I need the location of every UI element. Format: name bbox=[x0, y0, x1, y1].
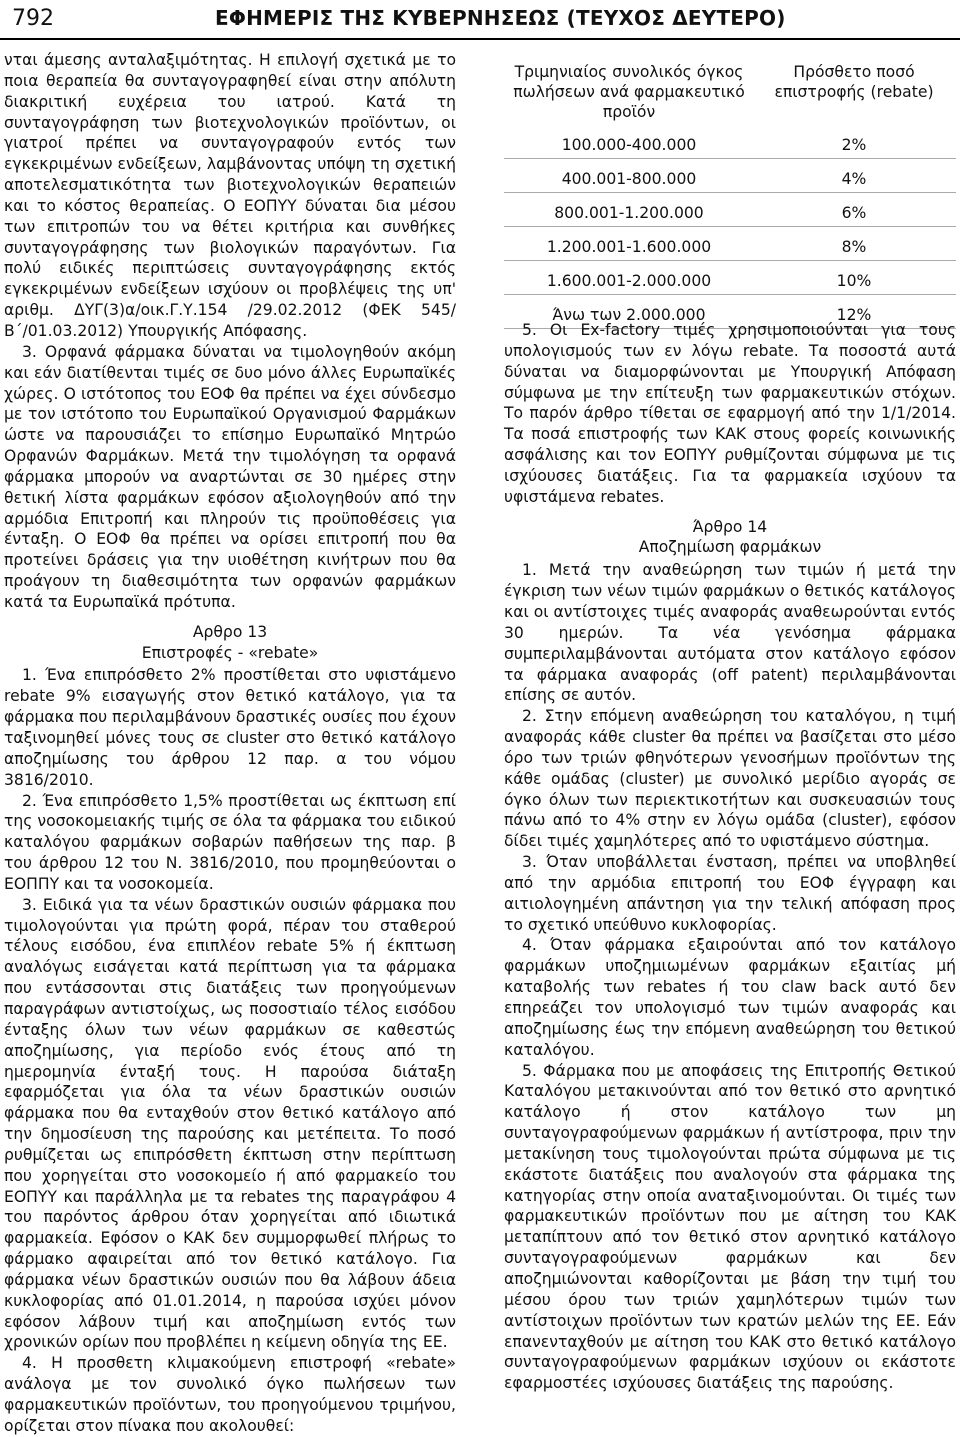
table-cell: 400.001-800.000 bbox=[561, 170, 697, 188]
table-cell: 8% bbox=[841, 238, 867, 256]
row-divider bbox=[504, 226, 956, 227]
table-row bbox=[504, 196, 956, 230]
table-row bbox=[504, 264, 956, 298]
paragraph: 3. Όταν υποβάλλεται ένσταση, πρέπει να υποβληθεί από την αρμόδια επιτροπή του ΕΟΦ έγγραφη και αιτιολογημένη απάντηση για την τελική απόφαση προς το σχετικό υπεύθυνο κυκλοφορίας. bbox=[504, 853, 956, 934]
table-row bbox=[504, 128, 956, 162]
rebate-table bbox=[504, 62, 956, 332]
paragraph: νται άμεσης ανταλαξιμότητας. Η επιλογή σχετικά με το ποια θεραπεία θα συνταγογραφηθεί είναι στην απόλυτη διακριτική ευχέρεια του ιατρού. Κατά τη συνταγογράφηση των βιοτεχνολογικών προϊόντων, οι γιατροί πρέπει να συνταγογραφούν εντός των εγκεκριμένων ενδείξεων, λαμβάνοντας υπόψη τη σχετική αποτελεσματικότητα των βιοτεχνολογικών θεραπειών και το κόστος θεραπείας. Ο ΕΟΠΥΥ δύναται δια μέσου των επιτροπών του να θέτει κριτήρια και συνθήκες συνταγογράφησης των βιολογικών παραγόντων. Για πολύ ειδικές περιπτώσεις συνταγογράφησης εκτός εγκεκριμένων ενδείξεων ισχύουν οι προβλέψεις της υπ' αριθμ. ΔΥΓ(3)α/οικ.Γ.Υ.154 /29.02.2012 (ΦΕΚ 545/Β΄/01.03.2012) Υπουργικής Απόφασης. bbox=[4, 51, 456, 340]
row-divider bbox=[504, 158, 956, 159]
header-rule bbox=[0, 38, 960, 40]
row-divider bbox=[504, 260, 956, 261]
article-13-heading bbox=[4, 622, 456, 664]
article-title: Άρθρο 14 bbox=[692, 517, 768, 536]
table-cell: 12% bbox=[836, 306, 872, 324]
paragraph: 2. Ένα επιπρόσθετο 1,5% προστίθεται ως έκπτωση επί της νοσοκομειακής τιμής σε όλα τα φάρμακα του ειδικού καταλόγου φαρμάκων σοβαρών παθήσεων της παρ. β του άρθρου 12 του Ν. 3816/2010, που προμηθεύονται ο ΕΟΠΠΥ και τα νοσοκομεία. bbox=[4, 791, 456, 893]
paragraph: 1. Ένα επιπρόσθετο 2% προστίθεται στο υφιστάμενο rebate 9% εισαγωγής στον θετικό κατάλογο, για τα φάρμακα που περιλαμβάνουν δραστικές ουσίες που έχουν ταξινομηθεί μόνες τους σε cluster στο θετικό κατάλογο αποζημίωσης του άρθρου 12 παρ. α του νόμου 3816/2010. bbox=[4, 666, 456, 789]
table-cell: 100.000-400.000 bbox=[561, 136, 697, 154]
paragraph: 4. Όταν φάρμακα εξαιρούνται από τον κατάλογο φαρμάκων υποζημιωμένων φαρμάκων εξαιτίας μή καταβολής των rebates ή του claw back αυτό δεν επηρεάζει τον υπολογισμό των τιμών αναφοράς και αποζημίωσης έως την επόμενη αναθεώρηση του θετικού καταλόγου. bbox=[504, 936, 956, 1059]
table-row bbox=[504, 162, 956, 196]
gazette-title: ΕΦΗΜΕΡΙΣ ΤΗΣ ΚΥΒΕΡΝΗΣΕΩΣ (ΤΕΥΧΟΣ ΔΕΥΤΕΡΟ) bbox=[215, 6, 786, 30]
paragraph: 5. Φάρμακα που με αποφάσεις της Επιτροπής Θετικού Καταλόγου μετακινούνται από τον θετικό στο αρνητικό κατάλογο ή στον κατάλογο των μη συνταγογραφούμενων φαρμάκων ή αντίστροφα, πριν την μετακίνηση τους τιμολογούνται πρώτα σύμφωνα με τις εκάστοτε διατάξεις που αναλογούν στα φάρμακα της κατηγορίας στην οποία αναταξινομούνται. Οι τιμές των φαρμακευτικών προϊόντων που με αίτηση του ΚΑΚ μεταπίπτουν από τον θετικό στον αρνητικό κατάλογο συνταγογραφούμενων φαρμάκων και δεν αποζημιώνονται καθορίζονται με βάση την τιμή του μέσου όρου των τριών χαμηλότερων τιμών των αντίστοιχων προϊόντων των κρατών μελών της ΕΕ. Εάν επανενταχθούν με αίτηση του ΚΑΚ στο θετικό κατάλογο συνταγογραφούμενων φαρμάκων ισχύουν οι εκάστοτε εφαρμοστέες ισχύουσες διατάξεις της παρούσης. bbox=[504, 1061, 956, 1393]
table-cell: 10% bbox=[836, 272, 872, 290]
table-cell: 1.600.001-2.000.000 bbox=[546, 272, 712, 290]
article-subtitle: Επιστροφές - «rebate» bbox=[141, 643, 319, 662]
page-number: 792 bbox=[12, 6, 54, 31]
page-header bbox=[0, 0, 960, 40]
left-column bbox=[4, 50, 456, 1437]
table-cell: 1.200.001-1.600.000 bbox=[546, 238, 712, 256]
paragraph: 5. Οι Ex-factory τιμές χρησιμοποιούνται για τους υπολογισμούς των εν λόγω rebate. Τα ποσοστά αυτά δύναται να διαμορφώνονται με Υπουργική Απόφαση σύμφωνα με την επίτευξη των φαρμακευτικών στόχων. Το παρόν άρθρο τίθεται σε εφαρμογή από την 1/1/2014. Τα ποσά επιστροφής των ΚΑΚ στους φορείς κοινωνικής ασφάλισης και τον ΕΟΠΥΥ ρυθμίζονται σύμφωνα με τις ισχύουσες διατάξεις. Για τα φαρμακεία ισχύουν τα υφιστάμενα rebates. bbox=[504, 321, 956, 506]
column-header: Πρόσθετο ποσό επιστροφής (rebate) bbox=[774, 63, 934, 101]
paragraph: 3. Ορφανά φάρμακα δύναται να τιμολογηθούν ακόμη και εάν διατίθενται τιμές σε δυο μόνο άλλες Ευρωπαϊκές χώρες. Ο ιστότοπος του ΕΟΦ θα πρέπει να έχει σύνδεσμο με τον ιστότοπο του Ευρωπαϊκού Οργανισμού Φαρμάκων ώστε να παρουσιάζει το επίσημο Ευρωπαϊκό Μητρώο Ορφανών Φαρμάκων. Μετά την τιμολόγηση τα ορφανά φάρμακα μπορούν να αναρτώνται σε 30 ημέρες στην θετική λίστα φαρμάκων εφόσον αξιολογηθούν από την αρμόδια Επιτροπή και πληρούν τις προϋποθέσεις για ένταξη. Ο ΕΟΦ θα πρέπει να ορίσει επιτροπή που θα προτείνει δράσεις για την υιοθέτηση κινήτρων που θα προάγουν τη διαθεσιμότητα των ορφανών φαρμάκων κατά τα Ευρωπαϊκά πρότυπα. bbox=[4, 342, 456, 611]
paragraph: 1. Μετά την αναθεώρηση των τιμών ή μετά την έγκριση των νέων τιμών φαρμάκων ο θετικός κατάλογος και οι αντίστοιχες τιμές αναφοράς αναθεωρούνται εντός 30 ημερών. Τα νέα γενόσημα φάρμακα συμπεριλαμβάνονται αυτόματα στον κατάλογο εφόσον τα φάρμακα αναφοράς (off patent) περιλαμβάνονται επίσης σε αυτόν. bbox=[504, 561, 956, 705]
article-subtitle: Αποζημίωση φαρμάκων bbox=[638, 538, 822, 557]
table-cell: Άνω των 2.000.000 bbox=[552, 306, 706, 324]
paragraph: 4. Η προσθετη κλιμακούμενη επιστροφή «rebate» ανάλογα με τον συνολικό όγκο πωλήσεων των φαρμακευτικών προϊόντων, του προηγούμενου τριμήνου, ορίζεται στον πίνακα που ακολουθεί: bbox=[4, 1354, 456, 1435]
right-column bbox=[504, 320, 956, 1394]
column-header: Τριμηνιαίος συνολικός όγκος πωλήσεων ανά φαρμακευτικό προϊόν bbox=[513, 63, 745, 121]
table-cell: 2% bbox=[841, 136, 867, 154]
article-title: Αρθρο 13 bbox=[192, 622, 268, 641]
table-row bbox=[504, 230, 956, 264]
table-cell: 800.001-1.200.000 bbox=[554, 204, 704, 222]
article-14-heading bbox=[504, 517, 956, 559]
paragraph: 3. Ειδικά για τα νέων δραστικών ουσιών φάρμακα που τιμολογούνται για πρώτη φορά, πέραν του σταθερού τέλους εισόδου, ένα επιπλέον rebate 5% ή έκπτωση αναλόγως εισάγεται κατά περίπτωση για τα φάρμακα που εντάσσονται στις διατάξεις των προηγούμενων παραγράφων αντιστοίχως, ως ποσοστιαίο τέλος εισόδου ένταξης όλων των νέων φαρμάκων σε καθεστώς αποζημίωσης, για περίοδο ενός έτους από τη ημερομηνία ένταξή τους. Η παρούσα διάταξη εφαρμόζεται για όλα τα νέων δραστικών ουσιών φάρμακα που θα ενταχθούν στον θετικό κατάλογο από την δημοσίευση της παρούσης και μετέπειτα. Το ποσό ρυθμίζεται ως επιπρόσθετη έκπτωση στην περίπτωση που χορηγείται στο νοσοκομείο ή από φαρμακείο του ΕΟΠΥΥ και παράλληλα με τα rebates της παραγράφου 4 του παρόντος άρθρου όταν χορηγείται από ιδιωτικά φαρμακεία. Εφόσον ο ΚΑΚ δεν συμμορφωθεί πλήρως το φάρμακο αφαιρείται από τον θετικό κατάλογο. Για φάρμακα νέων δραστικών ουσιών που θα λάβουν άδεια κυκλοφορίας από 01.01.2014, η παρούσα ισχύει μόνον εφόσον λάβουν τιμή και αποζημίωση εντός των χρονικών ορίων που προβλέπει η κείμενη οδηγία της ΕΕ. bbox=[4, 895, 456, 1352]
row-divider bbox=[504, 192, 956, 193]
row-divider bbox=[504, 294, 956, 295]
paragraph: 2. Στην επόμενη αναθεώρηση του καταλόγου, η τιμή αναφοράς κάθε cluster θα πρέπει να βασίζεται στο μέσο όρο των τριών φθηνότερων γενοσήμων προϊόντων της κάθε ομάδας (cluster) με συνολικό μερίδιο αγοράς σε όγκο όλων των περιεκτικοτήτων και συσκευασιών τους πάνω από το 4% στην εν λόγω ομάδα (cluster), εφόσον δίδει τιμές χαμηλότερες από το υφιστάμενο σύστημα. bbox=[504, 707, 956, 851]
table-cell: 6% bbox=[841, 204, 867, 222]
table-cell: 4% bbox=[841, 170, 867, 188]
table-header bbox=[504, 62, 956, 128]
